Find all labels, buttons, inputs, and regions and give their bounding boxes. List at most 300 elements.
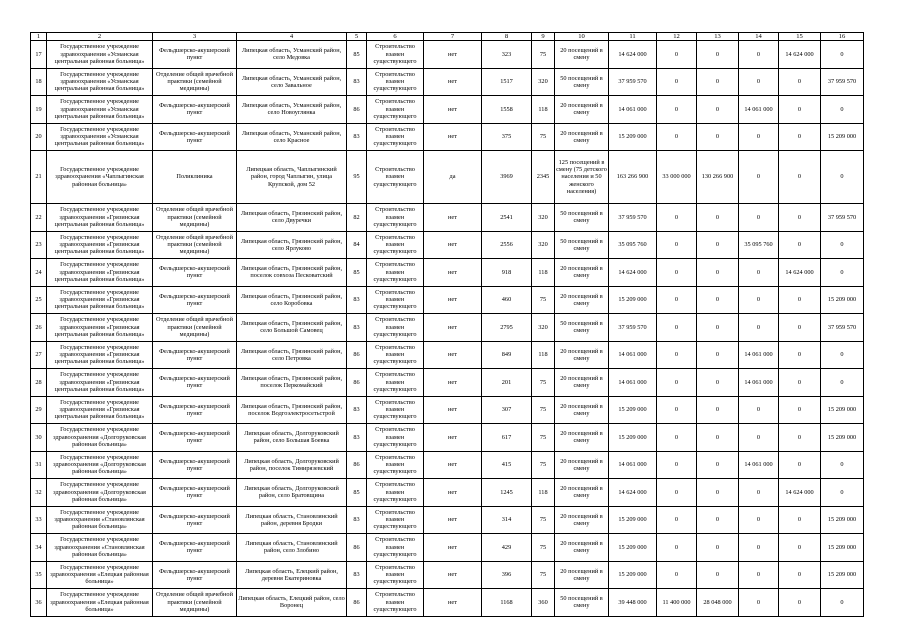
table-cell: Государственное учреждение здравоохранения «Грязинская центральная районная больница»	[47, 259, 153, 287]
table-row	[31, 396, 864, 424]
table-cell: 20 посещений в смену	[555, 369, 609, 397]
table-cell: Фельдшерско-акушерский пункт	[153, 369, 237, 397]
table-cell: 17	[31, 41, 47, 69]
table-row	[31, 259, 864, 287]
table-cell: Фельдшерско-акушерский пункт	[153, 451, 237, 479]
table-cell: 460	[482, 286, 532, 314]
column-number-cell: 14	[739, 33, 779, 41]
table-cell: 15 209 000	[609, 396, 657, 424]
table-cell: Строительство взамен существующего	[367, 396, 424, 424]
table-cell: 0	[779, 231, 821, 259]
table-cell: 30	[31, 424, 47, 452]
table-cell: Липецкая область, Долгоруковский район, село Большая Боевка	[237, 424, 347, 452]
table-cell: 14 624 000	[779, 41, 821, 69]
table-cell: 0	[657, 41, 697, 69]
table-cell: 0	[739, 123, 779, 151]
table-cell: Липецкая область, Грязинский район, село Большой Самовец	[237, 314, 347, 342]
table-cell: 15 209 000	[609, 534, 657, 562]
table-cell: 320	[532, 204, 555, 232]
table-cell: 20 посещений в смену	[555, 96, 609, 124]
table-row	[31, 314, 864, 342]
table-row	[31, 451, 864, 479]
table-row	[31, 534, 864, 562]
table-cell: Строительство взамен существующего	[367, 96, 424, 124]
table-cell: 20 посещений в смену	[555, 479, 609, 507]
table-cell: нет	[424, 41, 482, 69]
table-cell: Государственное учреждение здравоохранения «Долгоруковская районная больница»	[47, 479, 153, 507]
table-cell: Липецкая область, Долгоруковский район, село Братовщина	[237, 479, 347, 507]
table-cell: 32	[31, 479, 47, 507]
column-number-cell: 13	[697, 33, 739, 41]
table-cell: 83	[347, 123, 367, 151]
table-cell: 0	[739, 259, 779, 287]
table-cell: 0	[821, 41, 864, 69]
table-cell: 3969	[482, 151, 532, 204]
table-row	[31, 231, 864, 259]
table-cell: 0	[739, 204, 779, 232]
table-cell: 84	[347, 231, 367, 259]
table-cell: 75	[532, 534, 555, 562]
table-cell: 0	[821, 259, 864, 287]
table-cell: 86	[347, 369, 367, 397]
table-cell: 28	[31, 369, 47, 397]
table-cell: 1558	[482, 96, 532, 124]
table-cell: 2556	[482, 231, 532, 259]
column-number-cell: 7	[424, 33, 482, 41]
table-cell: Отделение общей врачебной практики (семейной медицины)	[153, 589, 237, 617]
table-cell: 0	[739, 561, 779, 589]
table-cell: 50 посещений в смену	[555, 68, 609, 96]
facilities-table	[30, 32, 864, 617]
table-row	[31, 151, 864, 204]
table-cell: 75	[532, 369, 555, 397]
table-cell: 0	[739, 286, 779, 314]
table-cell: 0	[739, 396, 779, 424]
column-number-row	[31, 33, 864, 41]
table-cell: 20 посещений в смену	[555, 424, 609, 452]
table-row	[31, 41, 864, 69]
table-cell: Государственное учреждение здравоохранения «Усманская центральная районная больница»	[47, 68, 153, 96]
table-cell: 320	[532, 68, 555, 96]
table-cell: 35 095 760	[739, 231, 779, 259]
table-cell: 320	[532, 314, 555, 342]
table-cell: 0	[739, 41, 779, 69]
table-cell: 75	[532, 506, 555, 534]
table-cell: нет	[424, 589, 482, 617]
table-cell: 0	[697, 369, 739, 397]
table-cell: 14 061 000	[739, 451, 779, 479]
table-cell: 118	[532, 341, 555, 369]
table-cell: 0	[657, 314, 697, 342]
table-cell: 20 посещений в смену	[555, 41, 609, 69]
table-cell: 31	[31, 451, 47, 479]
table-cell: 15 209 000	[609, 506, 657, 534]
table-cell: Фельдшерско-акушерский пункт	[153, 479, 237, 507]
table-cell: Строительство взамен существующего	[367, 231, 424, 259]
table-cell: 24	[31, 259, 47, 287]
table-cell: Отделение общей врачебной практики (семейной медицины)	[153, 314, 237, 342]
table-cell: 15 209 000	[821, 396, 864, 424]
table-cell: 0	[821, 589, 864, 617]
table-cell: 849	[482, 341, 532, 369]
table-cell: Фельдшерско-акушерский пункт	[153, 424, 237, 452]
table-cell: 0	[821, 451, 864, 479]
table-cell: Фельдшерско-акушерский пункт	[153, 96, 237, 124]
table-row	[31, 123, 864, 151]
table-cell: 83	[347, 561, 367, 589]
table-cell: 15 209 000	[821, 506, 864, 534]
table-cell: 14 061 000	[739, 369, 779, 397]
column-number-cell: 2	[47, 33, 153, 41]
table-cell: 0	[739, 479, 779, 507]
table-cell: 23	[31, 231, 47, 259]
table-cell: 1517	[482, 68, 532, 96]
table-cell: 18	[31, 68, 47, 96]
table-cell: нет	[424, 506, 482, 534]
table-cell: 15 209 000	[821, 123, 864, 151]
table-cell: Липецкая область, Усманский район, село Медовка	[237, 41, 347, 69]
table-cell: 15 209 000	[821, 286, 864, 314]
table-cell: Строительство взамен существующего	[367, 451, 424, 479]
table-cell: нет	[424, 424, 482, 452]
table-cell: 14 624 000	[609, 41, 657, 69]
table-cell: 85	[347, 41, 367, 69]
table-cell: Липецкая область, Становлянский район, деревня Бродки	[237, 506, 347, 534]
table-cell: 118	[532, 479, 555, 507]
table-cell: 20 посещений в смену	[555, 396, 609, 424]
table-cell: Липецкая область, Усманский район, село Новоуглянка	[237, 96, 347, 124]
table-cell: 85	[347, 259, 367, 287]
table-cell: Фельдшерско-акушерский пункт	[153, 286, 237, 314]
table-cell: 34	[31, 534, 47, 562]
table-cell: Государственное учреждение здравоохранения «Грязинская центральная районная больница»	[47, 204, 153, 232]
table-cell: 36	[31, 589, 47, 617]
table-cell: Липецкая область, Чаплыгинский район, город Чаплыгин, улица Крупской, дом 52	[237, 151, 347, 204]
table-cell: 83	[347, 396, 367, 424]
table-cell: 11 400 000	[657, 589, 697, 617]
table-cell: Строительство взамен существующего	[367, 506, 424, 534]
table-cell: 14 061 000	[609, 451, 657, 479]
table-cell: 0	[779, 286, 821, 314]
table-cell: Строительство взамен существующего	[367, 204, 424, 232]
table-cell: 0	[657, 479, 697, 507]
table-cell: 0	[697, 286, 739, 314]
table-cell: Липецкая область, Елецкий район, село Воронец	[237, 589, 347, 617]
table-cell: Липецкая область, Грязинский район, поселок совхоза Песковатский	[237, 259, 347, 287]
table-cell: нет	[424, 534, 482, 562]
table-cell: Государственное учреждение здравоохранения «Долгоруковская районная больница»	[47, 451, 153, 479]
table-cell: 0	[739, 589, 779, 617]
table-cell: 20 посещений в смену	[555, 259, 609, 287]
table-cell: 28 048 000	[697, 589, 739, 617]
table-row	[31, 369, 864, 397]
table-cell: 21	[31, 151, 47, 204]
table-cell: 86	[347, 96, 367, 124]
table-cell: 15 209 000	[821, 424, 864, 452]
table-cell: нет	[424, 396, 482, 424]
table-cell: 37 959 570	[821, 314, 864, 342]
table-cell: 15 209 000	[609, 123, 657, 151]
table-cell: 918	[482, 259, 532, 287]
table-cell: Липецкая область, Грязинский район, поселок Перкомайский	[237, 369, 347, 397]
table-cell: 0	[739, 534, 779, 562]
table-row	[31, 68, 864, 96]
table-cell: 323	[482, 41, 532, 69]
table-cell: 0	[739, 424, 779, 452]
table-cell: 20	[31, 123, 47, 151]
table-cell: 1245	[482, 479, 532, 507]
table-cell: 0	[697, 204, 739, 232]
table-cell: 39 448 000	[609, 589, 657, 617]
table-row	[31, 479, 864, 507]
table-cell: Государственное учреждение здравоохранения «Чаплыгинская районная больница»	[47, 151, 153, 204]
table-cell: 0	[697, 341, 739, 369]
table-cell: Государственное учреждение здравоохранения «Елецкая районная больница»	[47, 589, 153, 617]
table-cell: Фельдшерско-акушерский пункт	[153, 123, 237, 151]
table-cell: 0	[779, 96, 821, 124]
table-cell: 0	[821, 231, 864, 259]
table-row	[31, 561, 864, 589]
table-cell: 2345	[532, 151, 555, 204]
table-cell: Строительство взамен существующего	[367, 534, 424, 562]
table-cell: 0	[779, 396, 821, 424]
table-cell: Отделение общей врачебной практики (семейной медицины)	[153, 68, 237, 96]
table-row	[31, 96, 864, 124]
table-cell: 0	[779, 314, 821, 342]
table-cell: 15 209 000	[821, 561, 864, 589]
table-cell: 15 209 000	[609, 286, 657, 314]
table-cell: 50 посещений в смену	[555, 204, 609, 232]
table-cell: 0	[657, 534, 697, 562]
table-cell: Фельдшерско-акушерский пункт	[153, 41, 237, 69]
table-cell: 307	[482, 396, 532, 424]
table-cell: Государственное учреждение здравоохранения «Грязинская центральная районная больница»	[47, 286, 153, 314]
table-cell: 0	[779, 204, 821, 232]
table-cell: 33 000 000	[657, 151, 697, 204]
table-cell: Государственное учреждение здравоохранения «Грязинская центральная районная больница»	[47, 314, 153, 342]
column-number-cell: 11	[609, 33, 657, 41]
table-cell: нет	[424, 341, 482, 369]
table-cell: 0	[739, 151, 779, 204]
table-cell: 15 209 000	[609, 424, 657, 452]
table-cell: нет	[424, 96, 482, 124]
table-cell: Строительство взамен существующего	[367, 479, 424, 507]
table-cell: 0	[779, 341, 821, 369]
table-cell: Строительство взамен существующего	[367, 589, 424, 617]
table-row	[31, 204, 864, 232]
table-cell: 118	[532, 96, 555, 124]
table-cell: 83	[347, 506, 367, 534]
table-cell: 0	[657, 506, 697, 534]
table-cell: 83	[347, 314, 367, 342]
table-cell: 0	[657, 396, 697, 424]
table-cell: Отделение общей врачебной практики (семейной медицины)	[153, 231, 237, 259]
table-cell: Липецкая область, Долгоруковский район, поселок Тимирязевский	[237, 451, 347, 479]
table-cell: 33	[31, 506, 47, 534]
column-number-cell: 15	[779, 33, 821, 41]
table-cell: 0	[697, 231, 739, 259]
table-cell: 25	[31, 286, 47, 314]
table-cell: 429	[482, 534, 532, 562]
table-cell: 75	[532, 561, 555, 589]
table-cell: 0	[697, 314, 739, 342]
table-cell: Поликлиника	[153, 151, 237, 204]
table-cell: 201	[482, 369, 532, 397]
column-number-cell: 8	[482, 33, 532, 41]
table-cell: 617	[482, 424, 532, 452]
column-number-cell: 3	[153, 33, 237, 41]
table-cell: 75	[532, 396, 555, 424]
table-cell: нет	[424, 123, 482, 151]
table-cell: 0	[657, 341, 697, 369]
table-cell: нет	[424, 369, 482, 397]
table-cell: Строительство взамен существующего	[367, 561, 424, 589]
table-cell: 75	[532, 286, 555, 314]
table-cell: 86	[347, 534, 367, 562]
table-cell: Фельдшерско-акушерский пункт	[153, 259, 237, 287]
table-cell: 20 посещений в смену	[555, 534, 609, 562]
table-cell: Строительство взамен существующего	[367, 151, 424, 204]
table-cell: 0	[657, 231, 697, 259]
table-cell: Фельдшерско-акушерский пункт	[153, 341, 237, 369]
table-cell: Фельдшерско-акушерский пункт	[153, 506, 237, 534]
table-cell: 83	[347, 68, 367, 96]
table-cell: 0	[657, 204, 697, 232]
table-cell: 0	[697, 123, 739, 151]
table-cell: 0	[779, 506, 821, 534]
table-cell: 0	[657, 123, 697, 151]
table-cell: Строительство взамен существующего	[367, 341, 424, 369]
table-cell: 0	[657, 286, 697, 314]
table-cell: 85	[347, 479, 367, 507]
table-cell: Липецкая область, Грязинский район, село Двуречки	[237, 204, 347, 232]
table-cell: 22	[31, 204, 47, 232]
table-cell: 0	[657, 451, 697, 479]
table-cell: 37 959 570	[821, 204, 864, 232]
table-cell: 15 209 000	[821, 534, 864, 562]
table-cell: 20 посещений в смену	[555, 341, 609, 369]
table-cell: 0	[779, 589, 821, 617]
table-cell: 0	[779, 123, 821, 151]
table-cell: 26	[31, 314, 47, 342]
table-cell: 0	[821, 341, 864, 369]
table-cell: Липецкая область, Усманский район, село Завальное	[237, 68, 347, 96]
table-cell: Государственное учреждение здравоохранения «Елецкая районная больница»	[47, 561, 153, 589]
table-cell: 0	[697, 41, 739, 69]
table-cell: 20 посещений в смену	[555, 451, 609, 479]
table-cell: 0	[821, 96, 864, 124]
table-cell: Государственное учреждение здравоохранения «Усманская центральная районная больница»	[47, 96, 153, 124]
table-cell: Фельдшерско-акушерский пункт	[153, 561, 237, 589]
column-number-cell: 6	[367, 33, 424, 41]
table-cell: 86	[347, 589, 367, 617]
table-cell: 0	[657, 68, 697, 96]
table-cell: Отделение общей врачебной практики (семейной медицины)	[153, 204, 237, 232]
table-cell: Фельдшерско-акушерский пункт	[153, 534, 237, 562]
column-number-cell: 10	[555, 33, 609, 41]
table-cell: 0	[657, 561, 697, 589]
table-cell: 37 959 570	[821, 68, 864, 96]
table-cell: да	[424, 151, 482, 204]
table-cell: 0	[779, 68, 821, 96]
table-cell: 29	[31, 396, 47, 424]
table-cell: Государственное учреждение здравоохранения «Грязинская центральная районная больница»	[47, 341, 153, 369]
table-cell: 14 061 000	[609, 341, 657, 369]
table-cell: 396	[482, 561, 532, 589]
table-cell: нет	[424, 204, 482, 232]
table-cell: 0	[739, 314, 779, 342]
column-number-cell: 1	[31, 33, 47, 41]
table-cell: Государственное учреждение здравоохранения «Усманская центральная районная больница»	[47, 123, 153, 151]
table-cell: 0	[779, 451, 821, 479]
table-cell: 35	[31, 561, 47, 589]
table-cell: 360	[532, 589, 555, 617]
table-cell: Липецкая область, Грязинский район, село Ярлуково	[237, 231, 347, 259]
table-cell: 0	[697, 68, 739, 96]
table-cell: 95	[347, 151, 367, 204]
table-cell: 37 959 570	[609, 204, 657, 232]
table-cell: 0	[739, 506, 779, 534]
column-number-cell: 5	[347, 33, 367, 41]
table-cell: 75	[532, 41, 555, 69]
table-cell: 118	[532, 259, 555, 287]
table-cell: 0	[657, 96, 697, 124]
table-cell: 0	[697, 561, 739, 589]
table-cell: 19	[31, 96, 47, 124]
table-cell: 0	[779, 369, 821, 397]
table-row	[31, 506, 864, 534]
table-cell: нет	[424, 314, 482, 342]
table-cell: 1168	[482, 589, 532, 617]
table-cell: Фельдшерско-акушерский пункт	[153, 396, 237, 424]
table-cell: Строительство взамен существующего	[367, 314, 424, 342]
table-cell: 14 061 000	[739, 96, 779, 124]
table-cell: Липецкая область, Усманский район, село Красное	[237, 123, 347, 151]
table-cell: 50 посещений в смену	[555, 231, 609, 259]
table-cell: 125 посещений в смену (75 детского населения и 50 женского населения)	[555, 151, 609, 204]
table-cell: Строительство взамен существующего	[367, 259, 424, 287]
table-cell: 0	[657, 259, 697, 287]
table-cell: 0	[821, 369, 864, 397]
table-cell: 0	[657, 424, 697, 452]
table-cell: нет	[424, 68, 482, 96]
table-cell: Государственное учреждение здравоохранения «Становлянская районная больница»	[47, 506, 153, 534]
table-cell: Государственное учреждение здравоохранения «Грязинская центральная районная больница»	[47, 396, 153, 424]
table-row	[31, 424, 864, 452]
table-cell: 0	[739, 68, 779, 96]
column-number-cell: 4	[237, 33, 347, 41]
table-cell: Липецкая область, Елецкий район, деревня Екатериновка	[237, 561, 347, 589]
table-cell: 20 посещений в смену	[555, 506, 609, 534]
table-cell: 82	[347, 204, 367, 232]
table-cell: 0	[697, 451, 739, 479]
table-cell: 50 посещений в смену	[555, 589, 609, 617]
table-cell: 15 209 000	[609, 561, 657, 589]
table-cell: 83	[347, 286, 367, 314]
table-cell: Строительство взамен существующего	[367, 68, 424, 96]
column-number-cell: 12	[657, 33, 697, 41]
table-cell: нет	[424, 561, 482, 589]
table-cell: 0	[697, 534, 739, 562]
table-cell: 37 959 570	[609, 68, 657, 96]
table-cell: 20 посещений в смену	[555, 123, 609, 151]
table-cell: 0	[779, 151, 821, 204]
table-cell: нет	[424, 451, 482, 479]
table-row	[31, 286, 864, 314]
table-cell: Липецкая область, Становлянский район, село Злобино	[237, 534, 347, 562]
table-cell: 75	[532, 451, 555, 479]
table-cell: 0	[821, 479, 864, 507]
